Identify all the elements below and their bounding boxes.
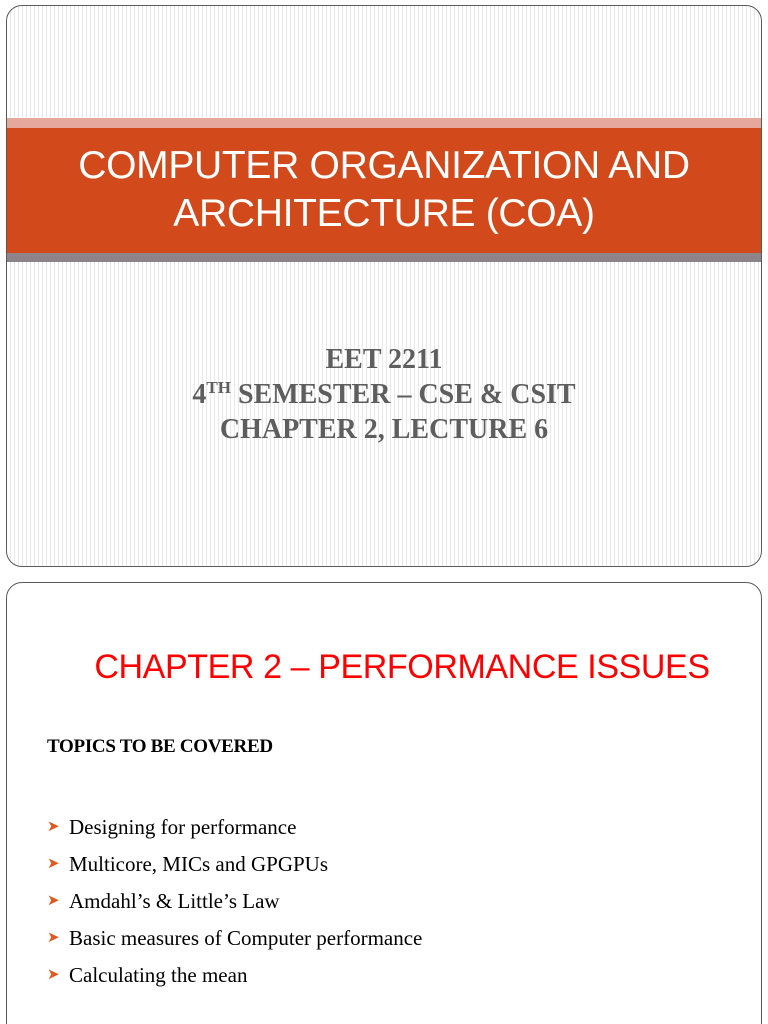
arrow-bullet-icon: ➤ xyxy=(47,856,60,872)
topic-text: Multicore, MICs and GPGPUs xyxy=(69,852,329,876)
list-item xyxy=(47,883,422,920)
arrow-bullet-icon: ➤ xyxy=(47,967,60,983)
arrow-bullet-icon: ➤ xyxy=(47,819,60,835)
arrow-bullet-icon: ➤ xyxy=(47,930,60,946)
title-slide xyxy=(6,5,762,567)
slide-subtitle xyxy=(7,342,761,447)
list-item xyxy=(47,957,422,994)
topics-heading: TOPICS TO BE COVERED xyxy=(47,736,273,757)
topic-text: Amdahl’s & Little’s Law xyxy=(69,889,280,913)
list-item xyxy=(47,846,422,883)
list-item xyxy=(47,809,422,846)
title-band-top-stripe xyxy=(7,118,761,128)
semester-text: SEMESTER – CSE & CSIT xyxy=(230,379,576,410)
list-item xyxy=(47,920,422,957)
slide-title-line-2: ARCHITECTURE (COA) xyxy=(173,192,595,235)
topic-text: Calculating the mean xyxy=(69,963,248,987)
slide-title xyxy=(7,142,761,238)
chapter-lecture: CHAPTER 2, LECTURE 6 xyxy=(219,414,549,445)
topic-text: Basic measures of Computer performance xyxy=(69,926,423,950)
topic-list xyxy=(47,809,422,994)
chapter-title: CHAPTER 2 – PERFORMANCE ISSUES xyxy=(94,648,710,686)
semester-ordinal: TH xyxy=(206,378,231,397)
arrow-bullet-icon: ➤ xyxy=(47,893,60,909)
course-code: EET 2211 xyxy=(325,344,443,375)
semester-number: 4 xyxy=(192,379,207,410)
slide-title-line-1: COMPUTER ORGANIZATION AND xyxy=(78,144,690,187)
title-band-bottom-stripe xyxy=(7,253,761,262)
topic-text: Designing for performance xyxy=(69,815,297,839)
topics-slide xyxy=(6,582,762,1024)
semester-line xyxy=(7,377,761,412)
